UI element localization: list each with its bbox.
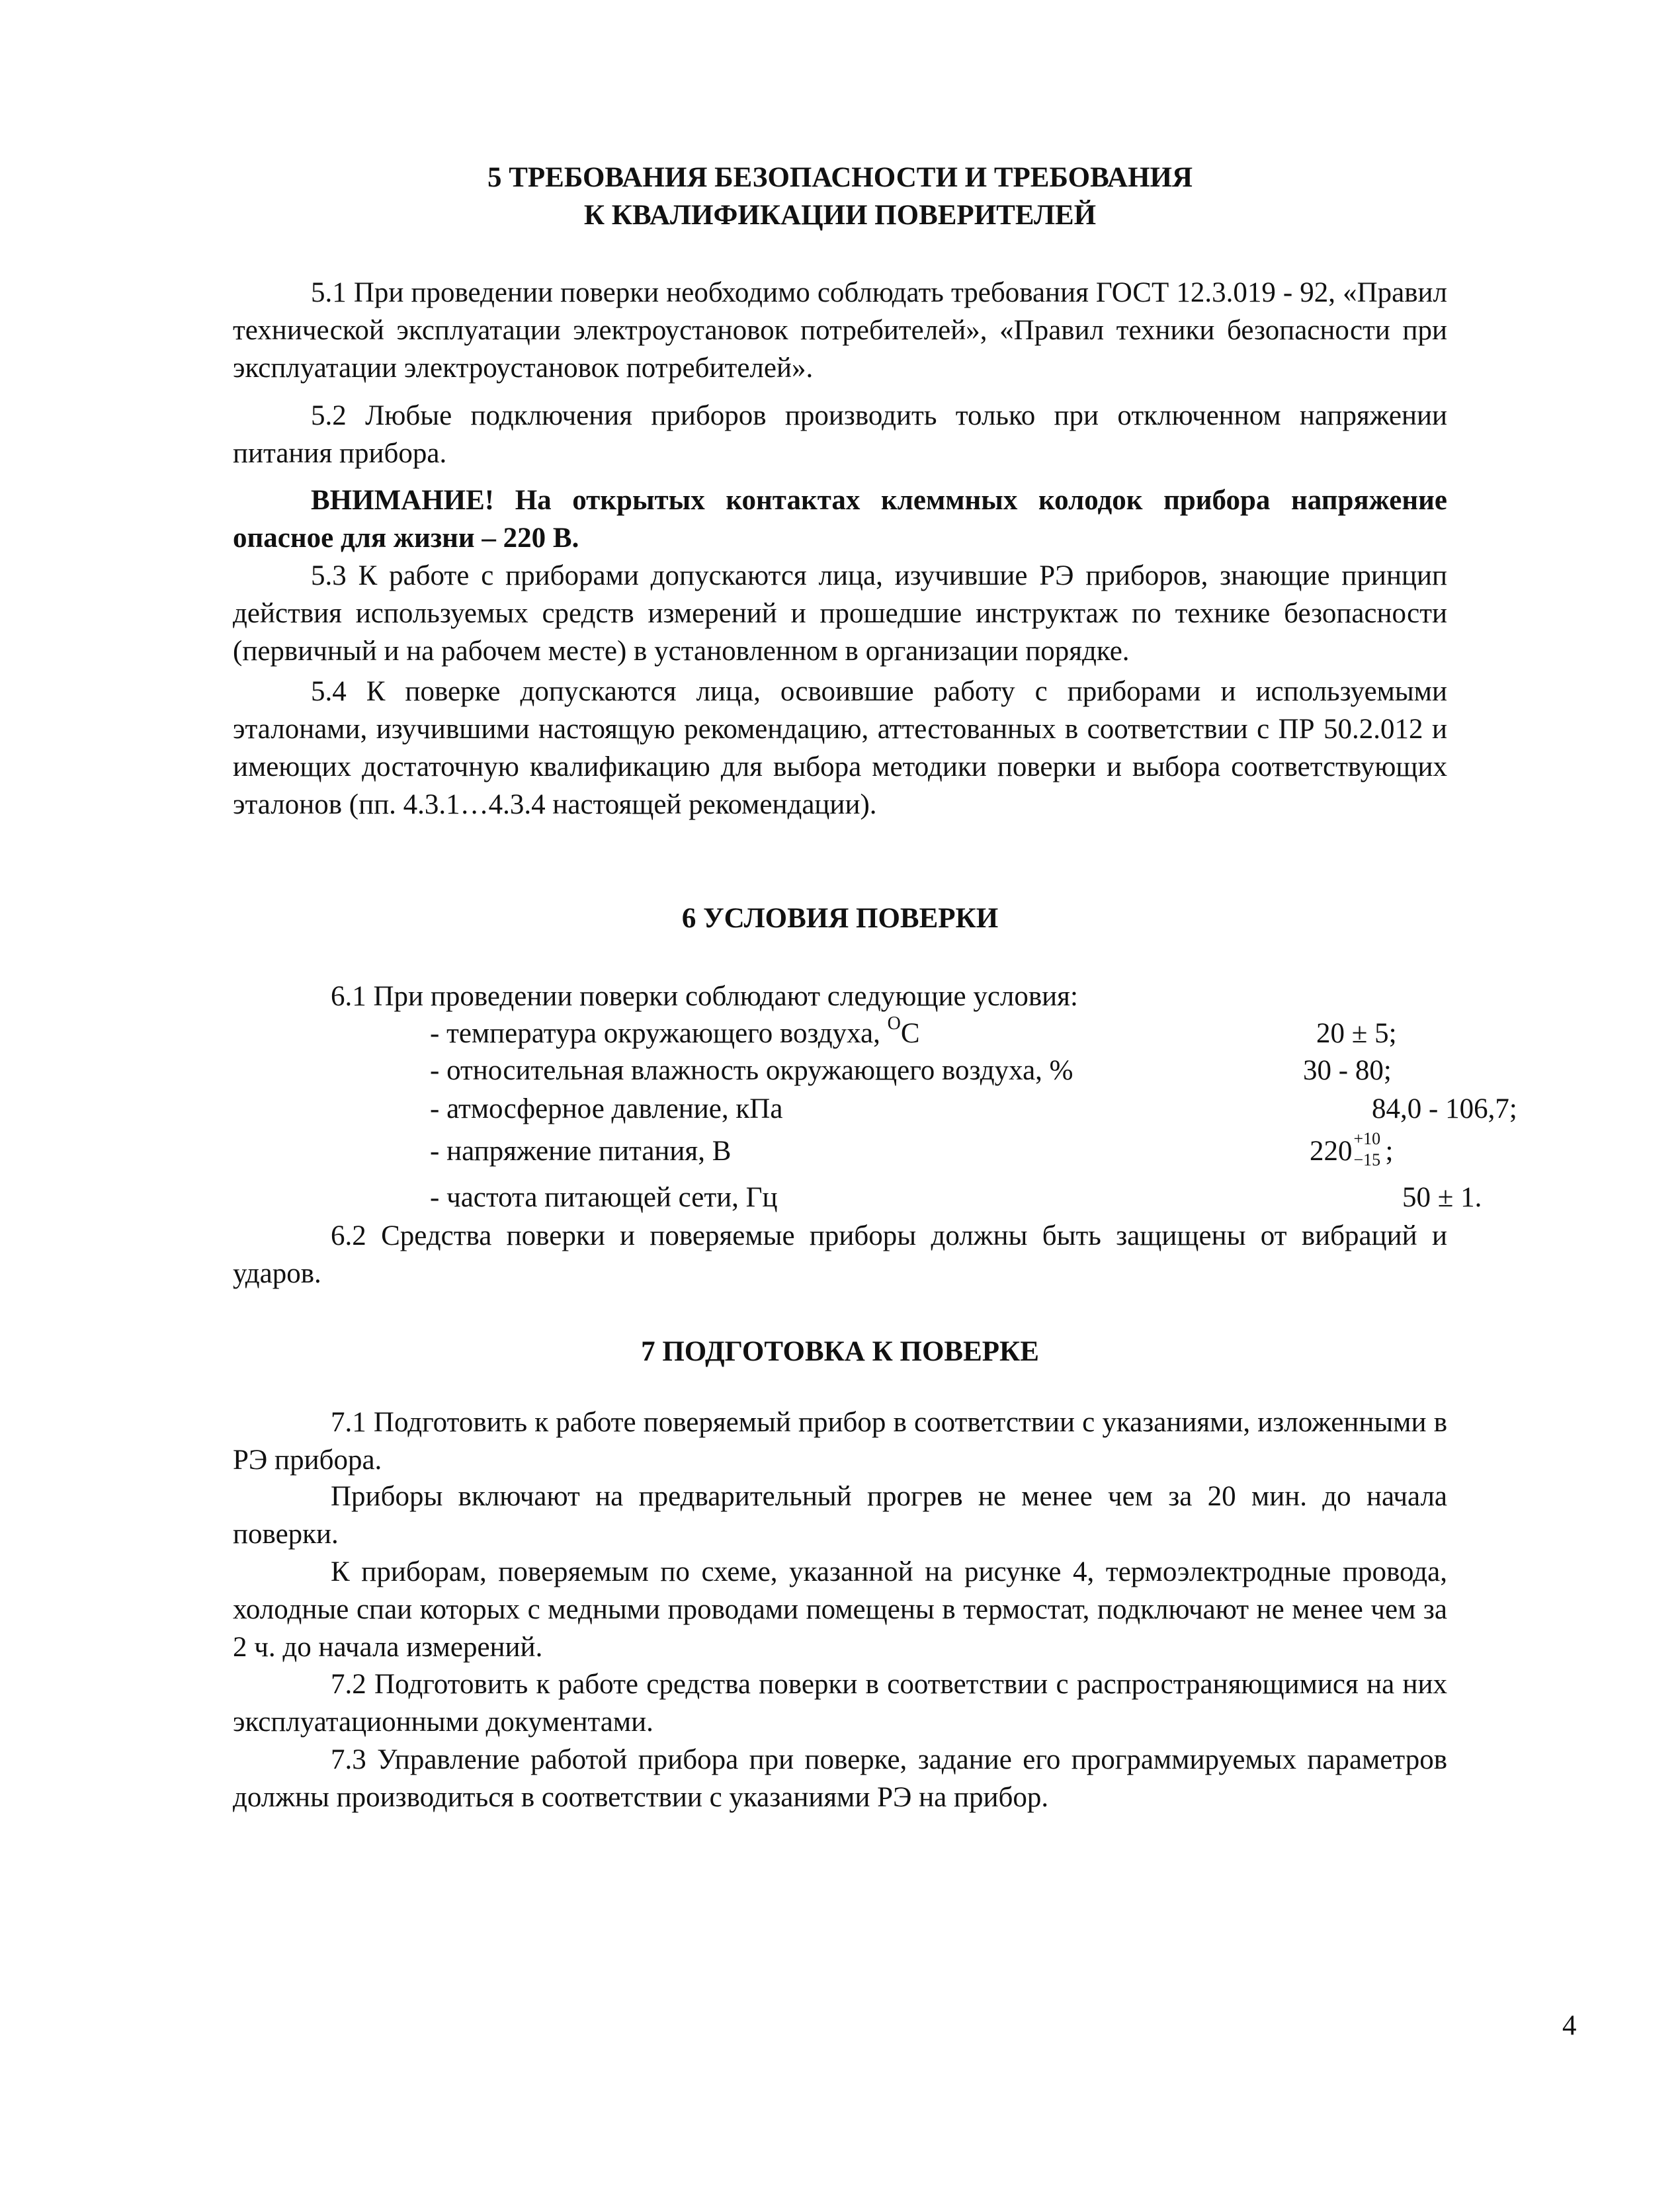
paragraph-7-1-warmup: Приборы включают на предварительный прогрев не менее чем за 20 мин. до начала поверки. — [233, 1481, 1447, 1550]
paragraph-7-3: 7.3 Управление работой прибора при поверке, задание его программируемых параметров должны производиться в соответствии с указаниями РЭ на прибор. — [233, 1744, 1447, 1813]
condition-label: - температура окружающего воздуха, $^О$С — [430, 1013, 920, 1049]
paragraph-5-4: 5.4 К поверке допускаются лица, освоившие работу с приборами и используемыми эталонами, изучившими настоящую рекомендацию, аттестованных в соответствии с ПР 50.2.012 и имеющих достаточную квалификацию для выбора методики поверки и выбора соответствующих эталонов (пп. 4.3.1…4.3.4 настоящей рекомендации). — [233, 676, 1447, 820]
warning-paragraph: ВНИМАНИЕ! На открытых контактах клеммных колодок прибора напряжение опасное для жизни – 220 В. — [233, 485, 1447, 554]
condition-value: 20 ± 5; — [1316, 1018, 1397, 1049]
condition-value: 84,0 - 106,7; — [1372, 1093, 1517, 1124]
paragraph-5-2: 5.2 Любые подключения приборов производить только при отключенном напряжении питания прибора. — [233, 400, 1447, 469]
condition-value: 30 - 80; — [1303, 1055, 1392, 1086]
condition-label: - атмосферное давление, кПа — [430, 1093, 783, 1124]
condition-value: 220 +10 −15 ; — [1310, 1129, 1394, 1170]
voltage-tolerance: +10 −15 — [1353, 1129, 1381, 1170]
paragraph-6-2: 6.2 Средства поверки и поверяемые приборы должны быть защищены от вибраций и ударов. — [233, 1220, 1447, 1289]
condition-label: - частота питающей сети, Гц — [430, 1182, 778, 1213]
section-5-title-line1: 5 ТРЕБОВАНИЯ БЕЗОПАСНОСТИ И ТРЕБОВАНИЯ — [487, 162, 1193, 193]
paragraph-6-1: 6.1 При проведении поверки соблюдают следующие условия: — [331, 981, 1078, 1012]
page-number: 4 — [1562, 2010, 1577, 2041]
paragraph-7-2: 7.2 Подготовить к работе средства поверки в соответствии с распространяющимися на них эксплуатационными документами. — [233, 1669, 1447, 1738]
paragraph-7-1-thermocouple: К приборам, поверяемым по схеме, указанной на рисунке 4, термоэлектродные провода, холодные спаи которых с медными проводами помещены в термостат, подключают не менее чем за 2 ч. до начала измерений. — [233, 1556, 1447, 1663]
paragraph-7-1: 7.1 Подготовить к работе поверяемый прибор в соответствии с указаниями, изложенными в РЭ прибора. — [233, 1407, 1447, 1476]
section-6-title: 6 УСЛОВИЯ ПОВЕРКИ — [681, 903, 999, 934]
paragraph-5-3: 5.3 К работе с приборами допускаются лица, изучившие РЭ приборов, знающие принцип действия используемых средств измерений и прошедшие инструктаж по технике безопасности (первичный и на рабочем месте) в установленном в организации порядке. — [233, 560, 1447, 667]
section-7-title: 7 ПОДГОТОВКА К ПОВЕРКЕ — [641, 1336, 1039, 1367]
condition-label: - напряжение питания, В — [430, 1136, 732, 1167]
section-5-title — [233, 159, 1447, 234]
section-5-title-line2: К КВАЛИФИКАЦИИ ПОВЕРИТЕЛЕЙ — [583, 200, 1097, 231]
condition-value: 50 ± 1. — [1402, 1182, 1482, 1213]
condition-label: - относительная влажность окружающего воздуха, % — [430, 1055, 1073, 1086]
degree-superscript: О — [887, 1013, 901, 1034]
paragraph-5-1: 5.1 При проведении поверки необходимо соблюдать требования ГОСТ 12.3.019 - 92, «Правил технической эксплуатации электроустановок потребителей», «Правил техники безопасности при эксплуатации электроустановок потребителей». — [233, 277, 1447, 384]
